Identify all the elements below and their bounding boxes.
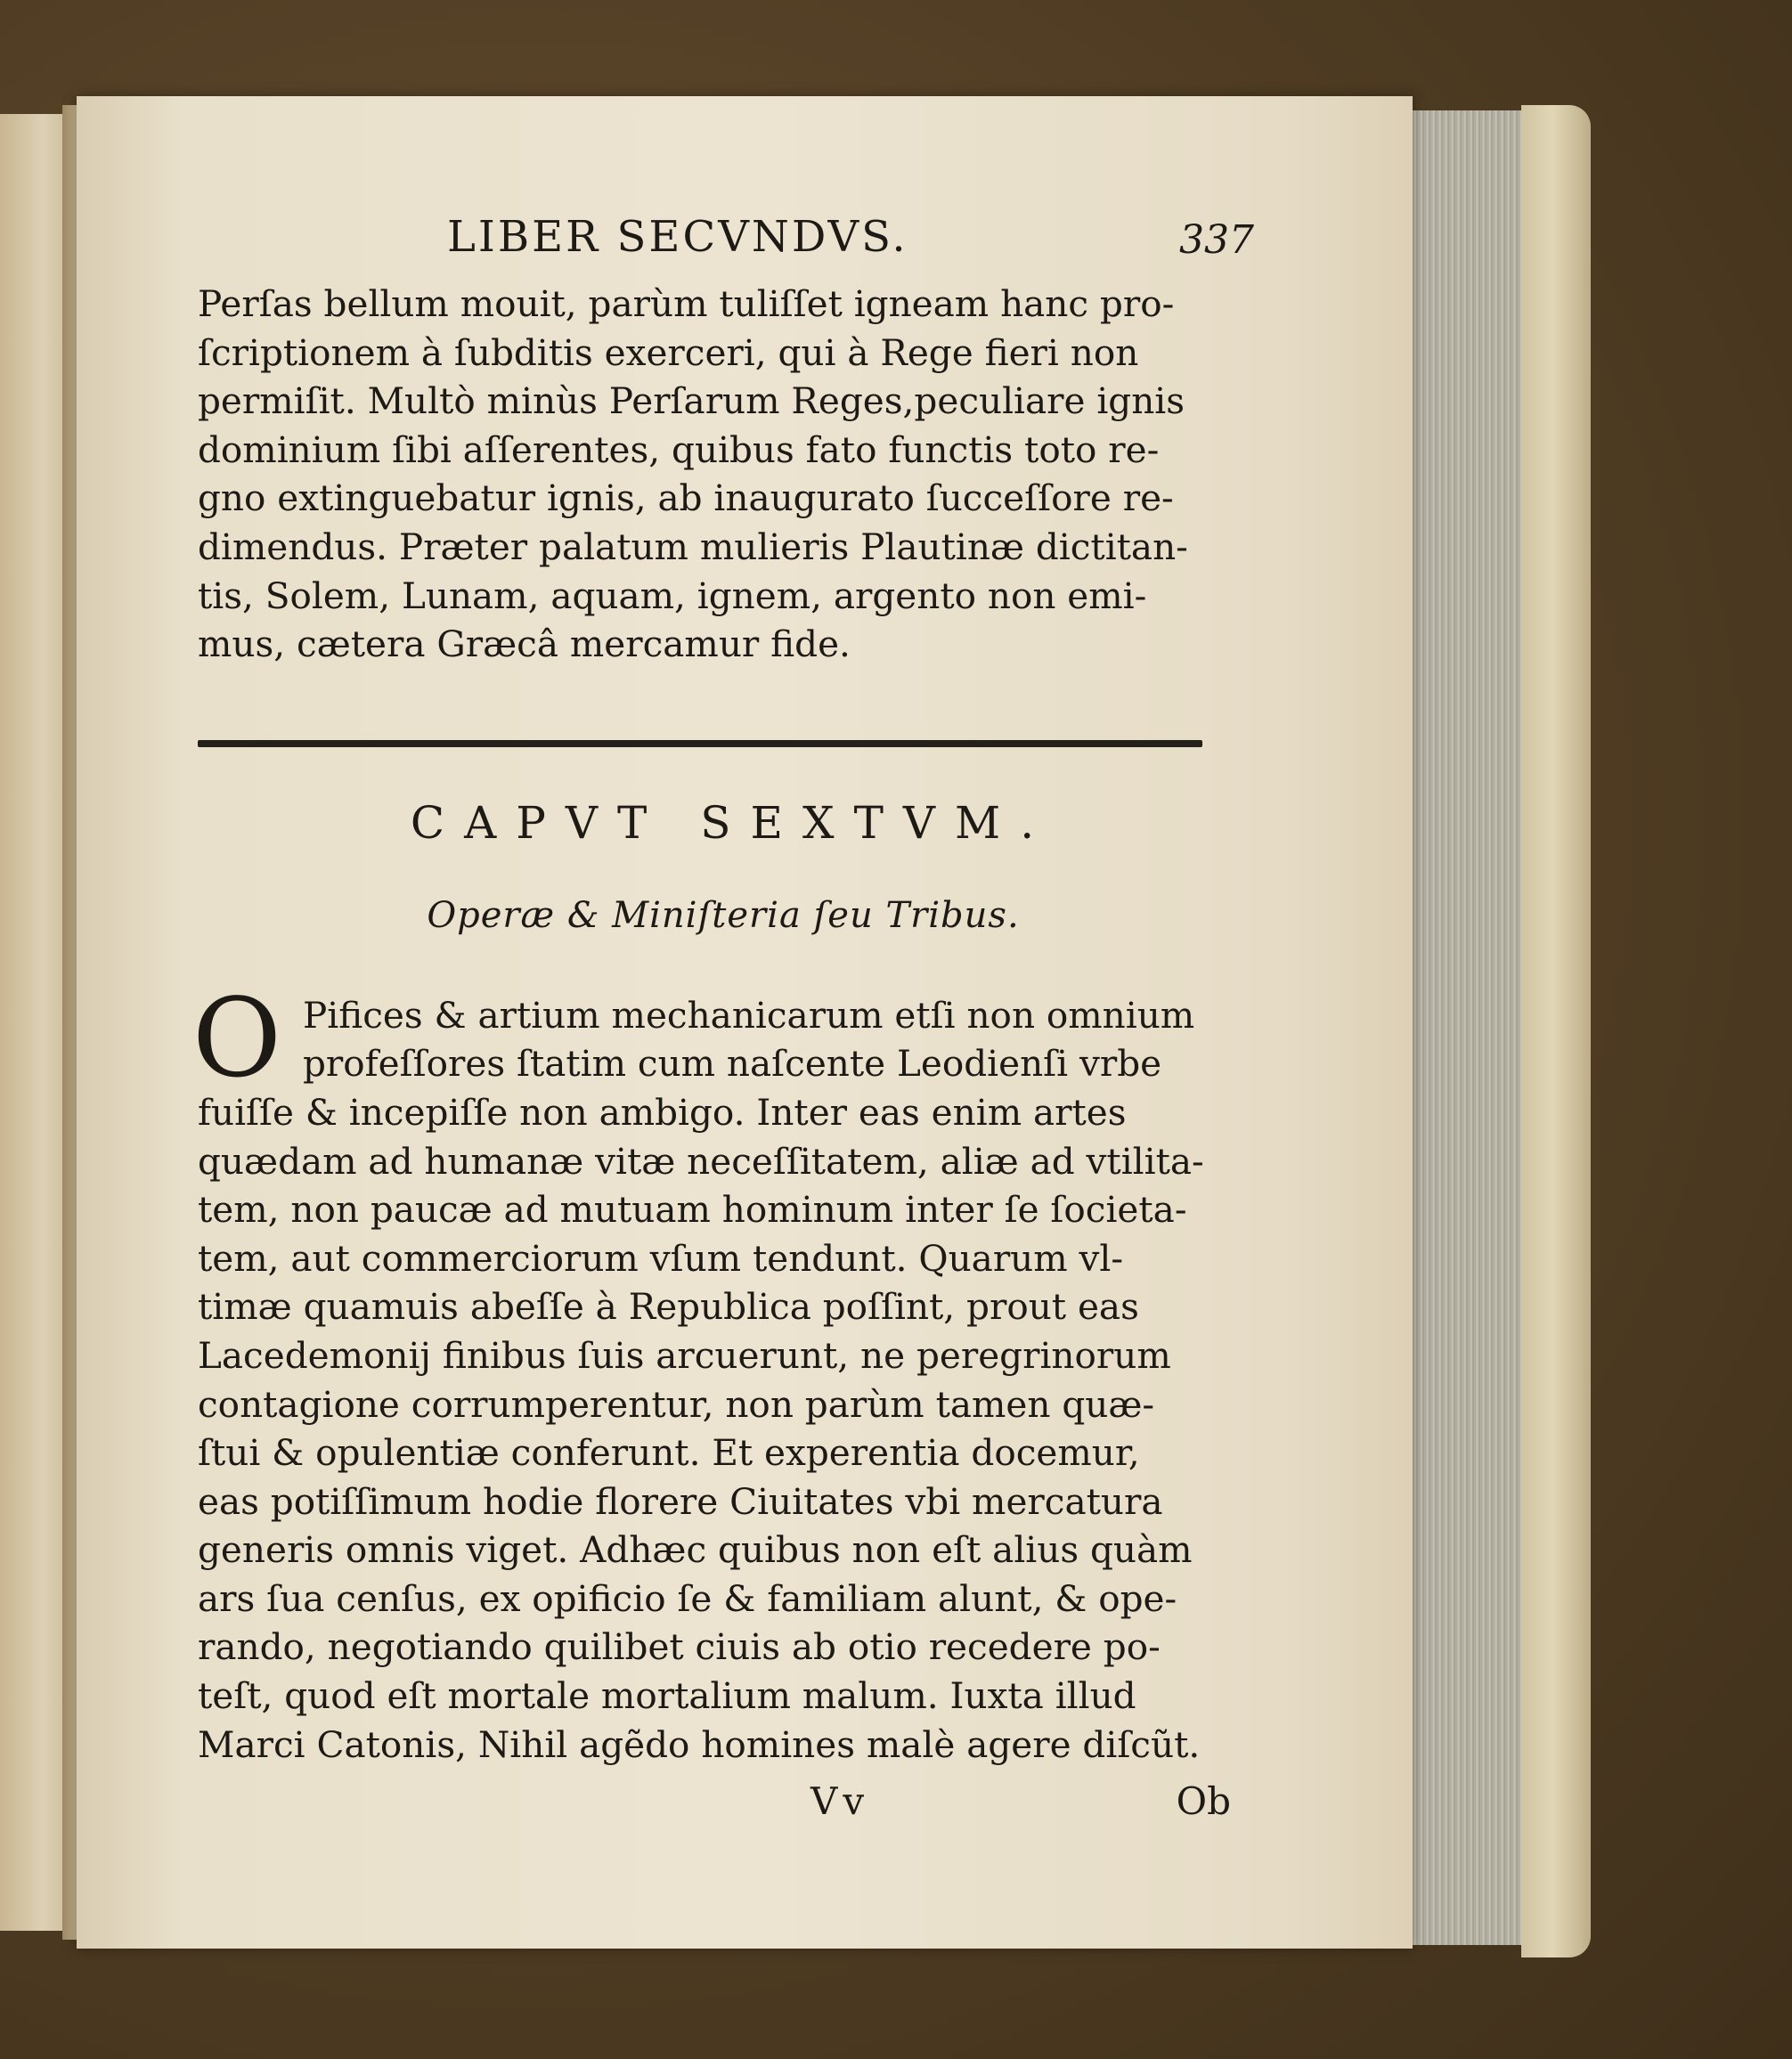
- text-line: eas potiſſimum hodie florere Ciuitates vbi mercatura: [198, 1479, 1163, 1523]
- facing-page-edge: [0, 114, 71, 1931]
- section-rule: [198, 740, 1202, 747]
- text-line: timæ quamuis abeſſe à Republica poſſint, prout eas: [198, 1285, 1139, 1329]
- text-line: generis omnis viget. Adhæc quibus non eſt alius quàm: [198, 1528, 1193, 1572]
- text-line: Pifices & artium mechanicarum etſi non omnium: [303, 993, 1195, 1037]
- text-line: Perſas bellum mouit, parùm tuliſſet igneam hanc pro-: [198, 282, 1175, 325]
- text-line: mus, cætera Græcâ mercamur fide.: [198, 623, 851, 666]
- text-line: dimendus. Præter palatum mulieris Plautinæ dictitan-: [198, 525, 1188, 568]
- signature-mark: Vv: [810, 1779, 870, 1824]
- text-line: ſcriptionem à ſubditis exerceri, qui à Rege fieri non: [198, 330, 1139, 374]
- page-number: 337: [1179, 217, 1254, 263]
- text-line: tis, Solem, Lunam, aquam, ignem, argento non emi-: [198, 574, 1147, 617]
- text-line: contagione corrumperentur, non parùm tamen quæ-: [198, 1382, 1155, 1426]
- text-line: Marci Catonis, Nihil agẽdo homines malè agere diſcũt.: [198, 1722, 1201, 1766]
- text-line: teſt, quod eſt mortale mortalium malum. Iuxta illud: [198, 1674, 1136, 1718]
- chapter-body: [192, 974, 1249, 1770]
- vellum-cover-edge: [1521, 105, 1591, 1957]
- text-line: ars ſua cenſus, ex opificio ſe & familiam alunt, & ope-: [198, 1576, 1177, 1620]
- text-line: quædam ad humanæ vitæ neceſſitatem, aliæ ad vtilita-: [198, 1139, 1204, 1183]
- page-footer: [198, 1779, 1249, 1833]
- text-line: tem, aut commerciorum vſum tendunt. Quarum vl-: [198, 1236, 1124, 1280]
- text-line: profeſſores ſtatim cum naſcente Leodienſi vrbe: [303, 1042, 1162, 1086]
- text-line: fuiſſe & incepiſſe non ambigo. Inter eas enim artes: [198, 1090, 1127, 1134]
- text-line: rando, negotiando quilibet ciuis ab otio recedere po-: [198, 1625, 1161, 1669]
- page-block-edges: [1413, 110, 1521, 1945]
- text-line: tem, non paucæ ad mutuam hominum inter ſe ſocieta-: [198, 1188, 1187, 1232]
- chapter-title: CAPVT SEXTVM.: [410, 796, 1055, 849]
- text-line: ſtui & opulentiæ conferunt. Et experentia docemur,: [198, 1431, 1140, 1475]
- page-text: [192, 212, 1254, 1833]
- text-line: Lacedemonij finibus ſuis arcuerunt, ne peregrinorum: [198, 1333, 1171, 1377]
- text-line: gno extinguebatur ignis, ab inaugurato ſucceſſore re-: [198, 476, 1174, 520]
- catchword: Ob: [1176, 1779, 1231, 1824]
- text-line: permiſit. Multò minùs Perſarum Reges,peculiare ignis: [198, 379, 1185, 423]
- text-line: dominium ſibi aſſerentes, quibus fato functis toto re-: [198, 427, 1160, 471]
- drop-capital: O: [192, 974, 282, 1102]
- running-head: [198, 212, 1254, 280]
- paragraph-opening: [198, 991, 1249, 1770]
- paragraph-continuation: [198, 280, 1249, 669]
- chapter-subtitle: Operæ & Miniſteria ſeu Tribus.: [427, 894, 1020, 936]
- running-head-title: LIBER SECVNDVS.: [447, 212, 908, 262]
